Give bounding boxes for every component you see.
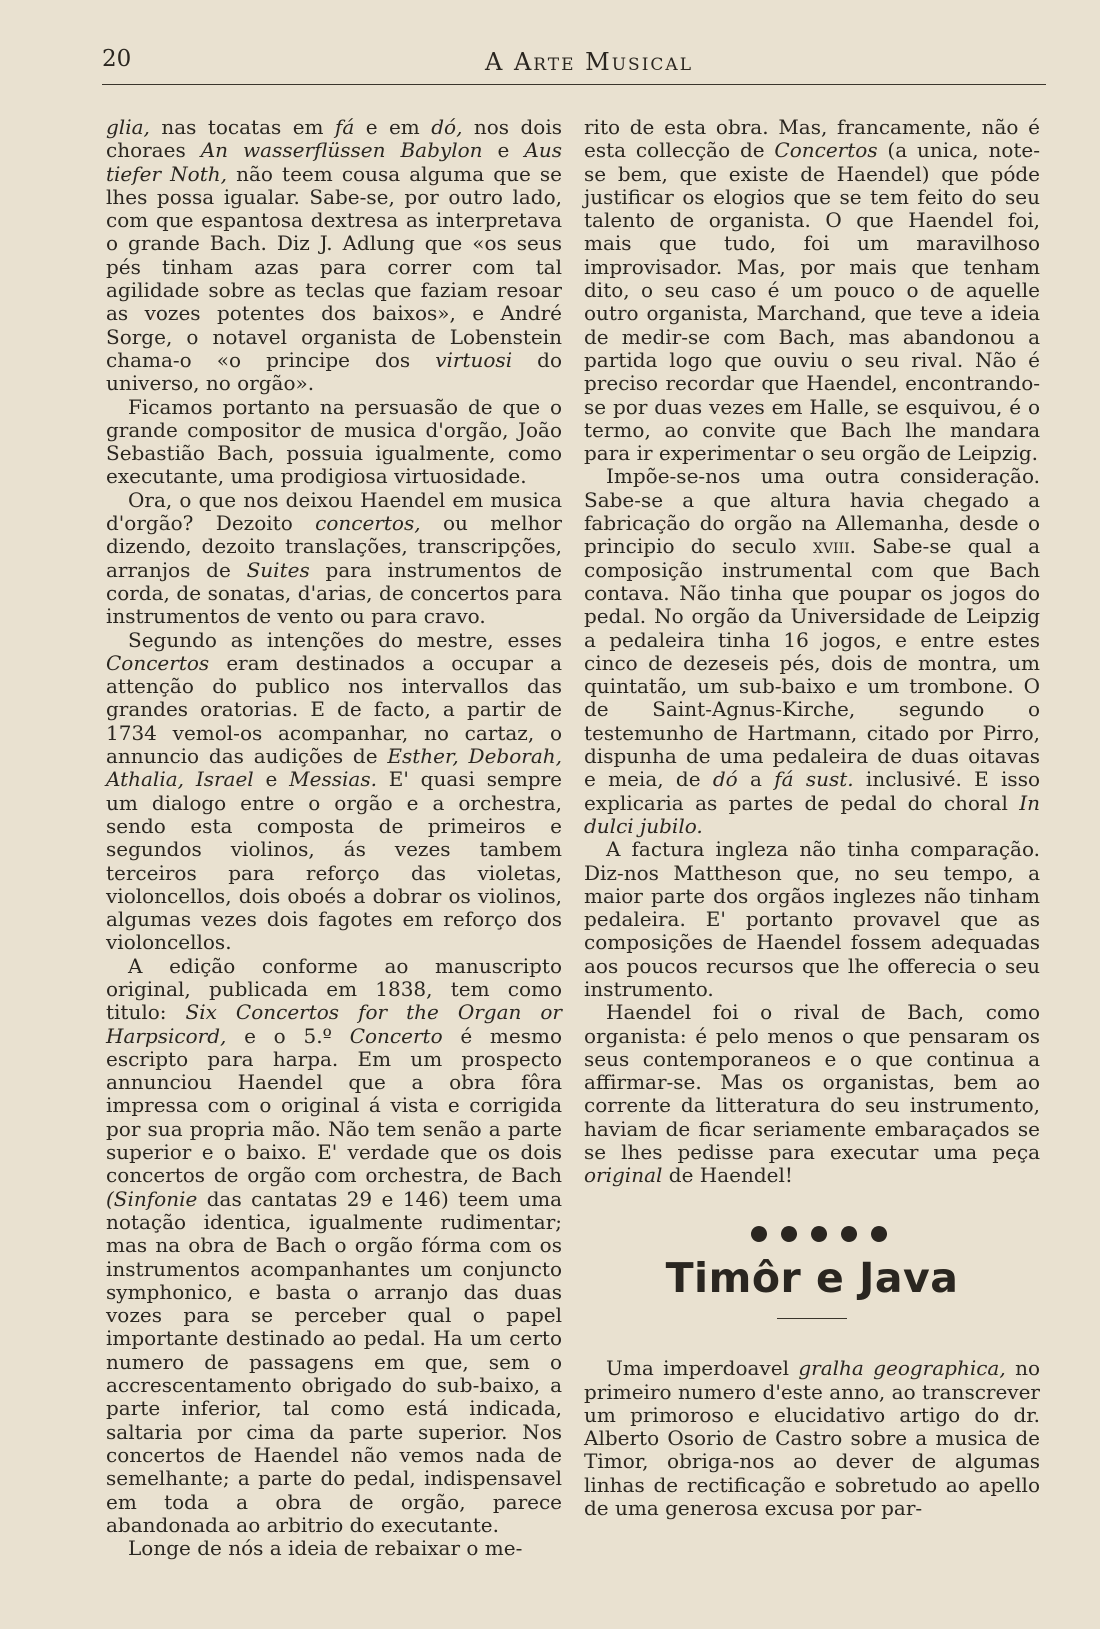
article-body xyxy=(584,1357,1040,1520)
page-header xyxy=(102,44,1046,85)
paragraph: rito de esta obra. Mas, francamente, não é esta collecção de Concertos (a unica, note-se bem, que existe de Haendel) que póde justificar os elogios que se tem feito do seu talento de organista. O que Haendel foi, mais que tudo, foi um maravilhoso improvisador. Mas, por mais que tenham dito, o seu caso é um pouco o de aquelle outro organista, Marchand, que teve a ideia de medir-se com Bach, mas abandonou a partida logo que ouviu o seu rival. Não é preciso recordar que Haendel, encontrando-se por duas vezes em Halle, se esquivou, é o termo, ao convite que Bach lhe mandara para ir experimentar o seu orgão de Leipzig. xyxy=(584,115,1040,466)
paragraph: A edição conforme ao manuscripto original, publicada em 1838, tem como titulo: Six Concertos for the Organ or Harpsicord, e o 5.º Concerto é mesmo escripto para harpa. Em um prospecto annunciou Haendel que a obra fôra impressa com o original á vista e corrigida por sua propria mão. Não tem senão a parte superior e o baixo. E' verdade que os dois concertos de orgão com orchestra, de Bach (Sinfonie das cantatas 29 e 146) teem uma notação identica, igualmente rudimentar; mas na obra de Bach o orgão fórma com os instrumentos acompanhantes um conjuncto symphonico, e basta o arranjo das duas vozes para se perceber qual o papel importante destinado ao pedal. Ha um certo numero de passagens em que, sem o accrescentamento obrigado do sub-baixo, a parte inferior, tal como está indicada, saltaria por cima da parte superior. Nos concertos de Haendel não vemos nada de semelhante; a parte do pedal, indispensavel em toda a obra de orgão, parece abandonada ao arbitrio do executante. xyxy=(106,953,563,1537)
paragraph: Ficamos portanto na persuasão de que o grande compositor de musica d'orgão, João Sebastião Bach, possuia igualmente, como executante, uma prodigiosa virtuosidade. xyxy=(106,394,562,489)
right-column xyxy=(584,116,1040,1520)
paragraph: Ora, o que nos deixou Haendel em musica d'orgão? Dezoito concertos, ou melhor dizendo, dezoito translações, transcripções, arranjos de Suites para instrumentos de corda, de sonatas, d'arias, de concertos para instrumentos de vento ou para cravo. xyxy=(106,487,562,629)
paragraph: Longe de nós a ideia de rebaixar o me- xyxy=(128,1536,523,1561)
paragraph: Segundo as intenções do mestre, esses Concertos eram destinados a occupar a attenção do publico nos intervallos das grandes oratorias. E de facto, a partir de 1734 vemol-os acompanhar, no cartaz, o annuncio das audições de Esther, Deborah, Athalia, Israel e Messias. E' quasi sempre um dialogo entre o orgão e a orchestra, sendo esta composta de primeiros e segundos violinos, ás vezes tambem terceiros para reforço das violetas, violoncellos, dois oboés a dobrar os violinos, algumas vezes dois fagotes em reforço dos violoncellos. xyxy=(106,627,562,955)
paragraph: Uma imperdoavel gralha geographica, no primeiro numero d'este anno, ao transcrever um primoroso e elucidativo artigo do dr. Alberto Osorio de Castro sobre a musica de Timor, obriga-nos ao dever de algumas linhas de rectificação e sobretudo ao apello de uma generosa excusa por par- xyxy=(584,1356,1041,1521)
paragraph: Haendel foi o rival de Bach, como organista: é pelo menos o que pensaram os seus contemporaneos e o que continua a affirmar-se. Mas os organistas, bem ao corrente da litteratura do seu instrumento, haviam de ficar seriamente embaraçados se se lhes pedisse para executar uma peça original de Haendel! xyxy=(584,1000,1040,1188)
ornament-icon xyxy=(839,1223,860,1244)
paragraph: Impõe-se-nos uma outra consideração. Sabe-se a que altura havia chegado a fabricação do orgão na Allemanha, desde o principio do seculo xviii. Sabe-se qual a composição instrumental com que Bach contava. Não tinha que poupar os jogos do pedal. No orgão da Universidade de Leipzig a pedaleira tinha 16 jogos, e entre estes cinco de dezeseis pés, dois de montra, um quintatão, um sub-baixo e um trombone. O de Saint-Agnus-Kirche, segundo o testemunho de Hartmann, citado por Pirro, dispunha de uma pedaleira de duas oitavas e meia, de dó a fá sust. inclusivé. E isso explicaria as partes de pedal do choral In dulci jubilo. xyxy=(584,464,1041,838)
title-rule xyxy=(777,1318,847,1319)
ornament-icon xyxy=(749,1223,770,1244)
paragraph: glia, nas tocatas em fá e em dó, nos dois choraes An wasserflüssen Babylon e Aus tiefer Noth, não teem cousa alguma que se lhes possa igualar. Sabe-se, por outro lado, com que espantosa dextresa as interpretava o grande Bach. Diz J. Adlung que «os seus pés tinham azas para correr com tal agilidade sobre as teclas que faziam resoar as vozes potentes dos baixos», e André Sorge, o notavel organista de Lobenstein chama-o «o principe dos virtuosi do universo, no orgão». xyxy=(106,115,563,396)
left-column xyxy=(106,116,562,1560)
article-title: Timôr e Java xyxy=(665,1253,959,1302)
ornament-icon xyxy=(809,1223,830,1244)
running-title: A Arte Musical xyxy=(484,48,693,76)
ornament-icon xyxy=(869,1223,890,1244)
ornament-separator xyxy=(584,1222,1040,1245)
paragraph: A factura ingleza não tinha comparação. Diz-nos Mattheson que, no seu tempo, a maior parte dos orgãos inglezes não tinham pedaleira. E' portanto provavel que as composições de Haendel fossem adequadas aos poucos recursos que lhe offerecia o seu instrumento. xyxy=(584,837,1040,1001)
page-number: 20 xyxy=(102,46,132,72)
ornament-icon xyxy=(779,1223,800,1244)
